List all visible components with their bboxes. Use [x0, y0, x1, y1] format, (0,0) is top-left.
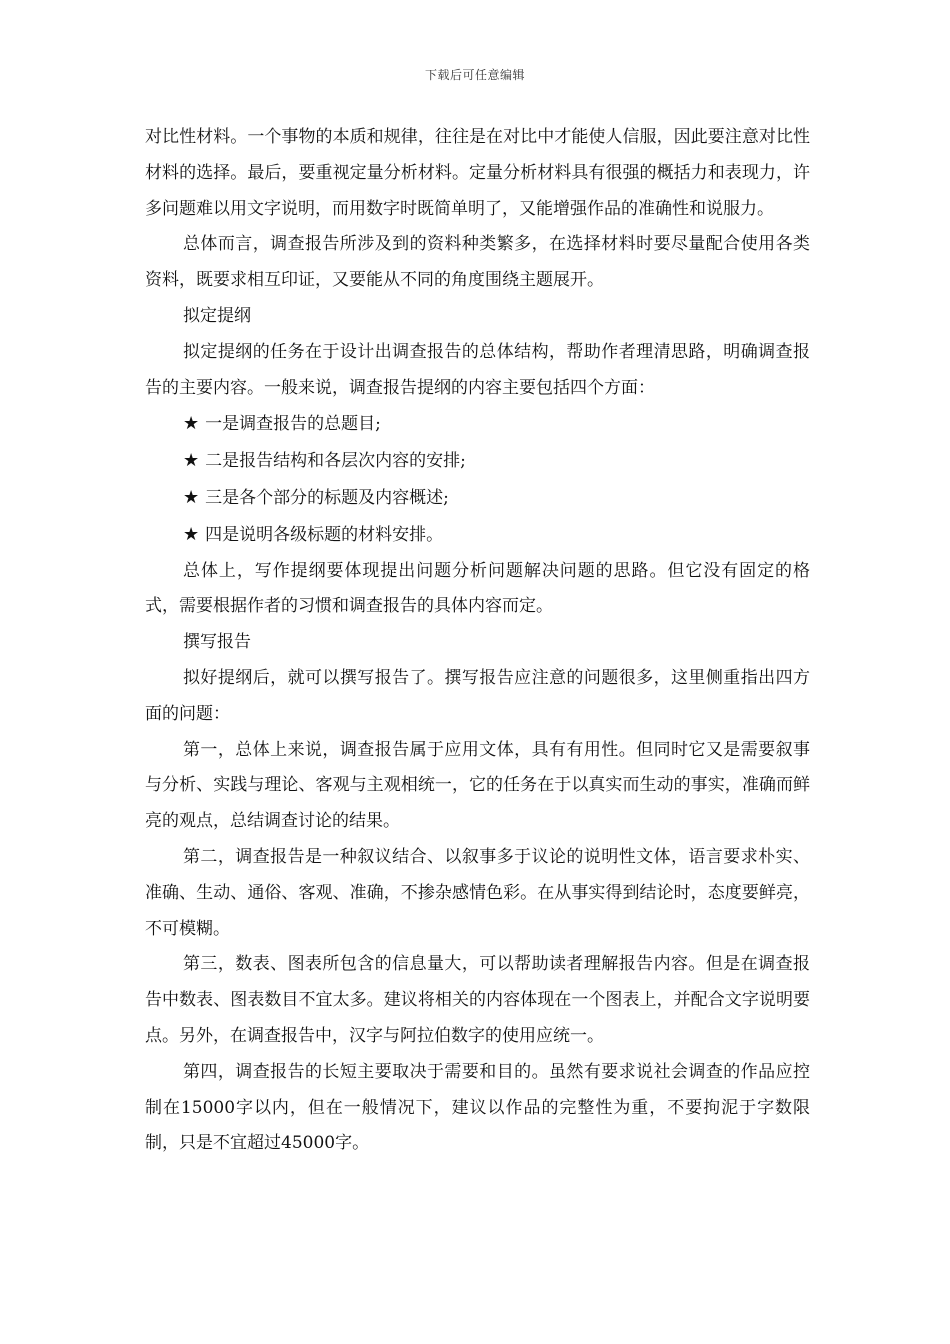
document-body [145, 120, 810, 1162]
paragraph-point-four: 第四，调查报告的长短主要取决于需要和目的。虽然有要求说社会调查的作品应控制在15000字以内，但在一般情况下，建议以作品的完整性为重，不要拘泥于字数限制，只是不宜超过45000字。 [145, 1061, 810, 1154]
paragraph-point-three: 第三，数表、图表所包含的信息量大，可以帮助读者理解报告内容。但是在调查报告中数表、图表数目不宜太多。建议将相关的内容体现在一个图表上，并配合文字说明要点。另外，在调查报告中，汉字与阿拉伯数字的使用应统一。 [145, 954, 810, 1046]
paragraph-summary-materials: 总体而言，调查报告所涉及到的资料种类繁多，在选择材料时要尽量配合使用各类资料，既要求相互印证，又要能从不同的角度围绕主题展开。 [145, 234, 810, 291]
bullet-text: 四是说明各级标题的材料安排。 [205, 524, 444, 545]
paragraph-write-intro: 拟好提纲后，就可以撰写报告了。撰写报告应注意的问题很多，这里侧重指出四方面的问题： [145, 667, 810, 724]
star-bullet-icon: ★ [183, 523, 200, 545]
bullet-text: 一是调查报告的总题目; [205, 414, 381, 435]
paragraph-outline-summary: 总体上，写作提纲要体现提出问题分析问题解决问题的思路。但它没有固定的格式，需要根据作者的习惯和调查报告的具体内容而定。 [145, 560, 810, 617]
bullet-item [145, 443, 810, 480]
paragraph-comparative-material: 对比性材料。一个事物的本质和规律，往往是在对比中才能使人信服，因此要注意对比性材料的选择。最后，要重视定量分析材料。定量分析材料具有很强的概括力和表现力，许多问题难以用文字说明，而用数字时既简单明了，又能增强作品的准确性和说服力。 [145, 127, 810, 219]
page-header: 下载后可任意编辑 [424, 68, 525, 82]
star-bullet-icon: ★ [183, 413, 200, 435]
heading-write-report: 撰写报告 [183, 632, 251, 653]
paragraph-point-two: 第二，调查报告是一种叙议结合、以叙事多于议论的说明性文体，语言要求朴实、准确、生动、通俗、客观、准确，不掺杂感情色彩。在从事实得到结论时，态度要鲜亮，不可模糊。 [145, 846, 810, 939]
heading-draft-outline: 拟定提纲 [183, 305, 251, 326]
star-bullet-icon: ★ [183, 486, 200, 508]
bullet-item [145, 406, 810, 443]
bullet-item [145, 517, 810, 554]
star-bullet-icon: ★ [183, 450, 200, 472]
paragraph-point-one: 第一，总体上来说，调查报告属于应用文体，具有有用性。但同时它又是需要叙事与分析、实践与理论、客观与主观相统一，它的任务在于以真实而生动的事实，准确而鲜亮的观点，总结调查讨论的结果。 [145, 739, 810, 832]
bullet-text: 二是报告结构和各层次内容的安排; [205, 451, 466, 472]
bullet-item [145, 480, 810, 517]
paragraph-outline-task: 拟定提纲的任务在于设计出调查报告的总体结构，帮助作者理清思路，明确调查报告的主要内容。一般来说，调查报告提纲的内容主要包括四个方面： [145, 341, 810, 398]
bullet-text: 三是各个部分的标题及内容概述; [205, 487, 449, 508]
